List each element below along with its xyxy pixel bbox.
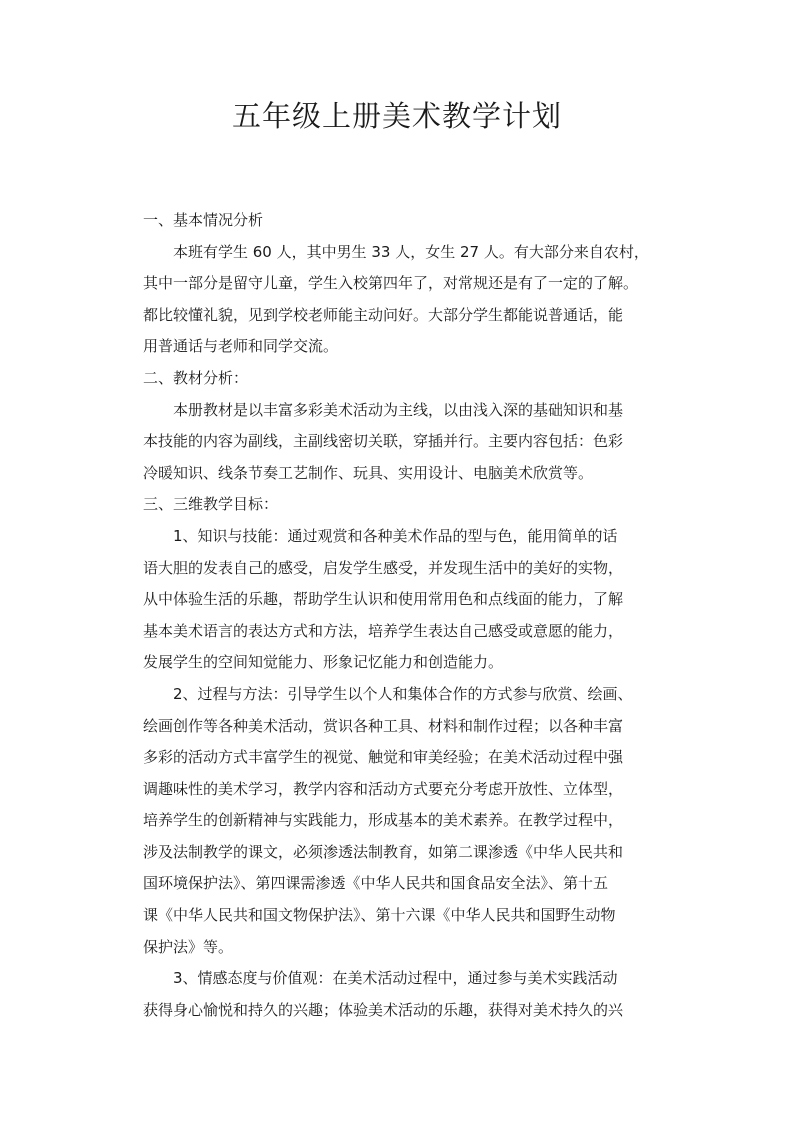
paragraph-line: 调趣味性的美术学习，教学内容和活动方式要充分考虑开放性、立体型，	[143, 779, 624, 798]
paragraph-line: 多彩的活动方式丰富学生的视觉、触觉和审美经验；在美术活动过程中强	[143, 748, 624, 767]
paragraph-line: 2、过程与方法：引导学生以个人和集体合作的方式参与欣赏、绘画、	[173, 684, 633, 703]
paragraph-line: 都比较懂礼貌，见到学校老师能主动问好。大部分学生都能说普通话，能	[143, 305, 624, 324]
paragraph-line: 冷暖知识、线条节奏工艺制作、玩具、实用设计、电脑美术欣赏等。	[143, 463, 594, 482]
paragraph-line: 本技能的内容为副线，主副线密切关联，穿插并行。主要内容包括：色彩	[143, 432, 624, 451]
paragraph-line: 基本美术语言的表达方式和方法，培养学生表达自己感受或意愿的能力，	[143, 621, 624, 640]
paragraph-line: 涉及法制教学的课文，必须渗透法制教育，如第二课渗透《中华人民共和	[143, 842, 624, 861]
paragraph-line: 用普通话与老师和同学交流。	[143, 337, 339, 356]
document-body	[143, 205, 658, 1026]
paragraph-line: 本册教材是以丰富多彩美术活动为主线，以由浅入深的基础知识和基	[173, 400, 624, 419]
section-heading-teaching-goals: 三、三维教学目标：	[143, 495, 279, 514]
paragraph-line: 国环境保护法》、第四课需渗透《中华人民共和国食品安全法》、第十五	[143, 874, 609, 893]
paragraph-line: 从中体验生活的乐趣，帮助学生认识和使用常用色和点线面的能力，了解	[143, 590, 624, 609]
paragraph-line: 获得身心愉悦和持久的兴趣；体验美术活动的乐趣，获得对美术持久的兴	[143, 1000, 624, 1019]
paragraph-line: 本班有学生 60 人，其中男生 33 人，女生 27 人。有大部分来自农村，	[173, 242, 649, 261]
paragraph-line: 课《中华人民共和国文物保护法》、第十六课《中华人民共和国野生动物	[143, 906, 616, 925]
section-heading-textbook-analysis: 二、教材分析：	[143, 368, 249, 387]
paragraph-line: 绘画创作等各种美术活动，赏识各种工具、材料和制作过程；以各种丰富	[143, 716, 624, 735]
document-title: 五年级上册美术教学计划	[231, 99, 562, 133]
paragraph-line: 1、知识与技能：通过观赏和各种美术作品的型与色，能用简单的话	[173, 526, 618, 545]
paragraph-line: 其中一部分是留守儿童，学生入校第四年了，对常规还是有了一定的了解。	[143, 274, 639, 293]
paragraph-line: 保护法》等。	[143, 937, 234, 956]
paragraph-line: 语大胆的发表自己的感受，启发学生感受，并发现生活中的美好的实物，	[143, 558, 624, 577]
paragraph-line: 3、情感态度与价值观：在美术活动过程中，通过参与美术实践活动	[173, 969, 618, 988]
paragraph-line: 发展学生的空间知觉能力、形象记忆能力和创造能力。	[143, 653, 504, 672]
section-heading-basic-situation: 一、基本情况分析	[143, 211, 264, 229]
paragraph-line: 培养学生的创新精神与实践能力，形成基本的美术素养。在教学过程中，	[143, 811, 624, 830]
